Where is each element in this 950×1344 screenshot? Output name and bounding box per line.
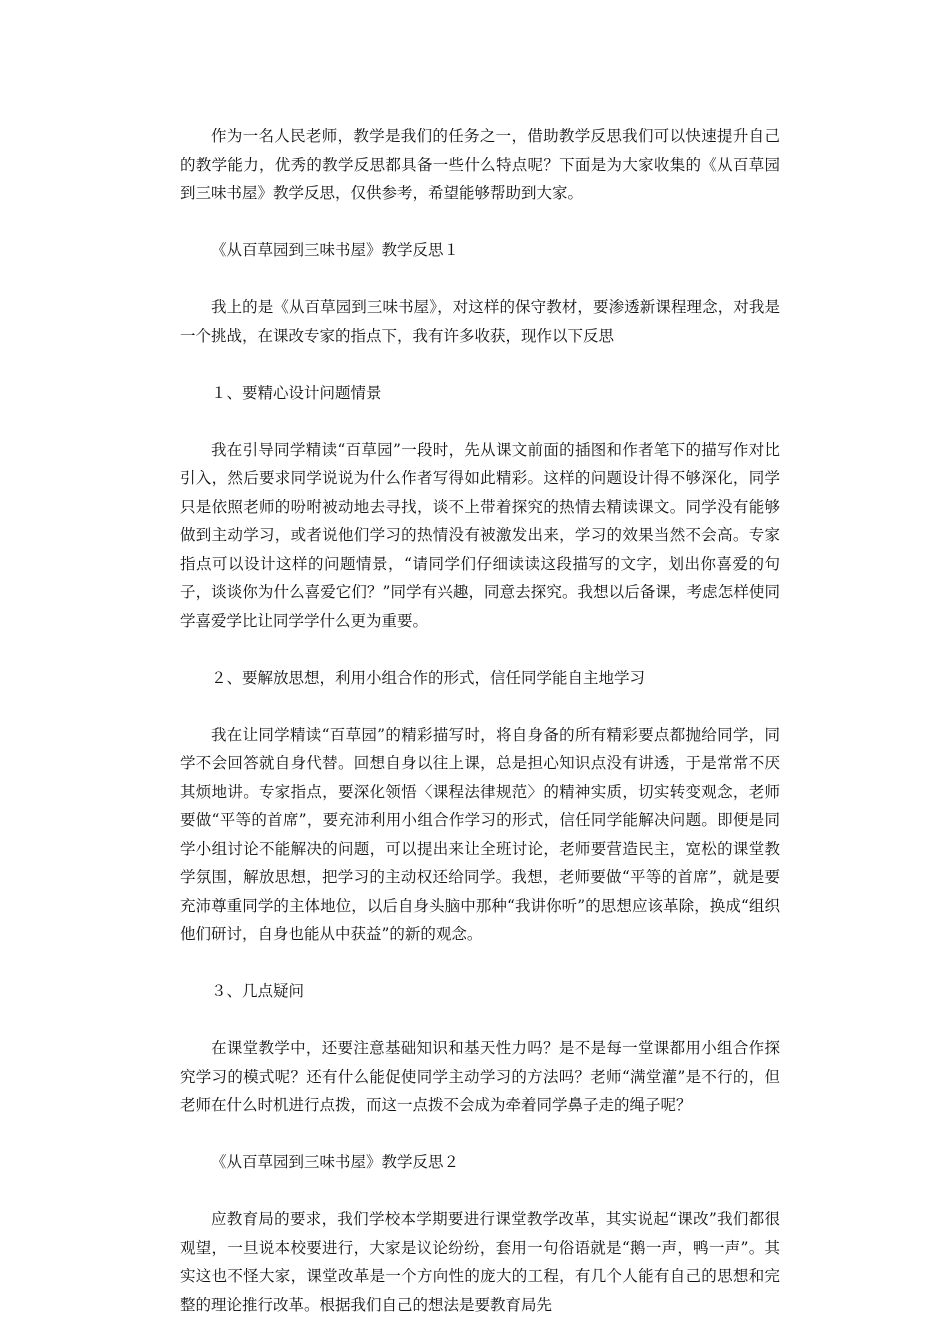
- subheading-2: ２、要解放思想，利用小组合作的形式，信任同学能自主地学习: [211, 668, 646, 687]
- paragraph-5: 应教育局的要求，我们学校本学期要进行课堂教学改革，其实说起“课改”我们都很观望，一旦说本校要进行，大家是议论纷纷，套用一句俗语就是“鹅一声，鸭一声”。其实这也不怪大家，课堂改革是一个方向性的庞大的工程，有几个人能有自己的思想和完整的理论推行改革。根据我们自己的想法是要教育局先: [180, 1210, 780, 1314]
- document-page: [180, 122, 780, 1319]
- subheading-3: ３、几点疑问: [211, 982, 305, 1000]
- section-title-2: 《从百草园到三味书屋》教学反思２: [211, 1153, 460, 1171]
- section-title-1: 《从百草园到三味书屋》教学反思１: [211, 241, 460, 259]
- intro-paragraph: 作为一名人民老师，教学是我们的任务之一，借助教学反思我们可以快速提升自己的教学能力，优秀的教学反思都具备一些什么特点呢？下面是为大家收集的《从百草园到三味书屋》教学反思，仅供参考，希望能够帮助到大家。: [180, 127, 780, 202]
- paragraph-1: 我上的是《从百草园到三味书屋》，对这样的保守教材，要渗透新课程理念，对我是一个挑战，在课改专家的指点下，我有许多收获，现作以下反思: [180, 298, 780, 345]
- paragraph-4: 在课堂教学中，还要注意基础知识和基天性力吗？是不是每一堂课都用小组合作探究学习的模式呢？还有什么能促使同学主动学习的方法吗？老师“满堂灌”是不行的，但老师在什么时机进行点拨，而这一点拨不会成为牵着同学鼻子走的绳子呢？: [180, 1039, 780, 1114]
- paragraph-2: 我在引导同学精读“百草园”一段时，先从课文前面的插图和作者笔下的描写作对比引入，然后要求同学说说为什么作者写得如此精彩。这样的问题设计得不够深化，同学只是依照老师的吩咐被动地去寻找，谈不上带着探究的热情去精读课文。同学没有能够做到主动学习，或者说他们学习的热情没有被激发出来，学习的效果当然不会高。专家指点可以设计这样的问题情景，“请同学们仔细读读这段描写的文字，划出你喜爱的句子，谈谈你为什么喜爱它们？”同学有兴趣，同意去探究。我想以后备课，考虑怎样使同学喜爱学比让同学学什么更为重要。: [180, 440, 780, 630]
- paragraph-3: 我在让同学精读“百草园”的精彩描写时，将自身备的所有精彩要点都抛给同学，同学不会回答就自身代替。回想自身以往上课，总是担心知识点没有讲透，于是常常不厌其烦地讲。专家指点，要深化领悟〈课程法律规范〉的精神实质，切实转变观念，老师要做“平等的首席”，要充沛利用小组合作学习的形式，信任同学能解决问题。即便是同学小组讨论不能解决的问题，可以提出来让全班讨论，老师要营造民主，宽松的课堂教学氛围，解放思想，把学习的主动权还给同学。我想，老师要做“平等的首席”，就是要充沛尊重同学的主体地位，以后自身头脑中那种“我讲你听”的思想应该革除，换成“组织他们研讨，自身也能从中获益”的新的观念。: [180, 725, 780, 943]
- subheading-1: １、要精心设计问题情景: [211, 383, 382, 402]
